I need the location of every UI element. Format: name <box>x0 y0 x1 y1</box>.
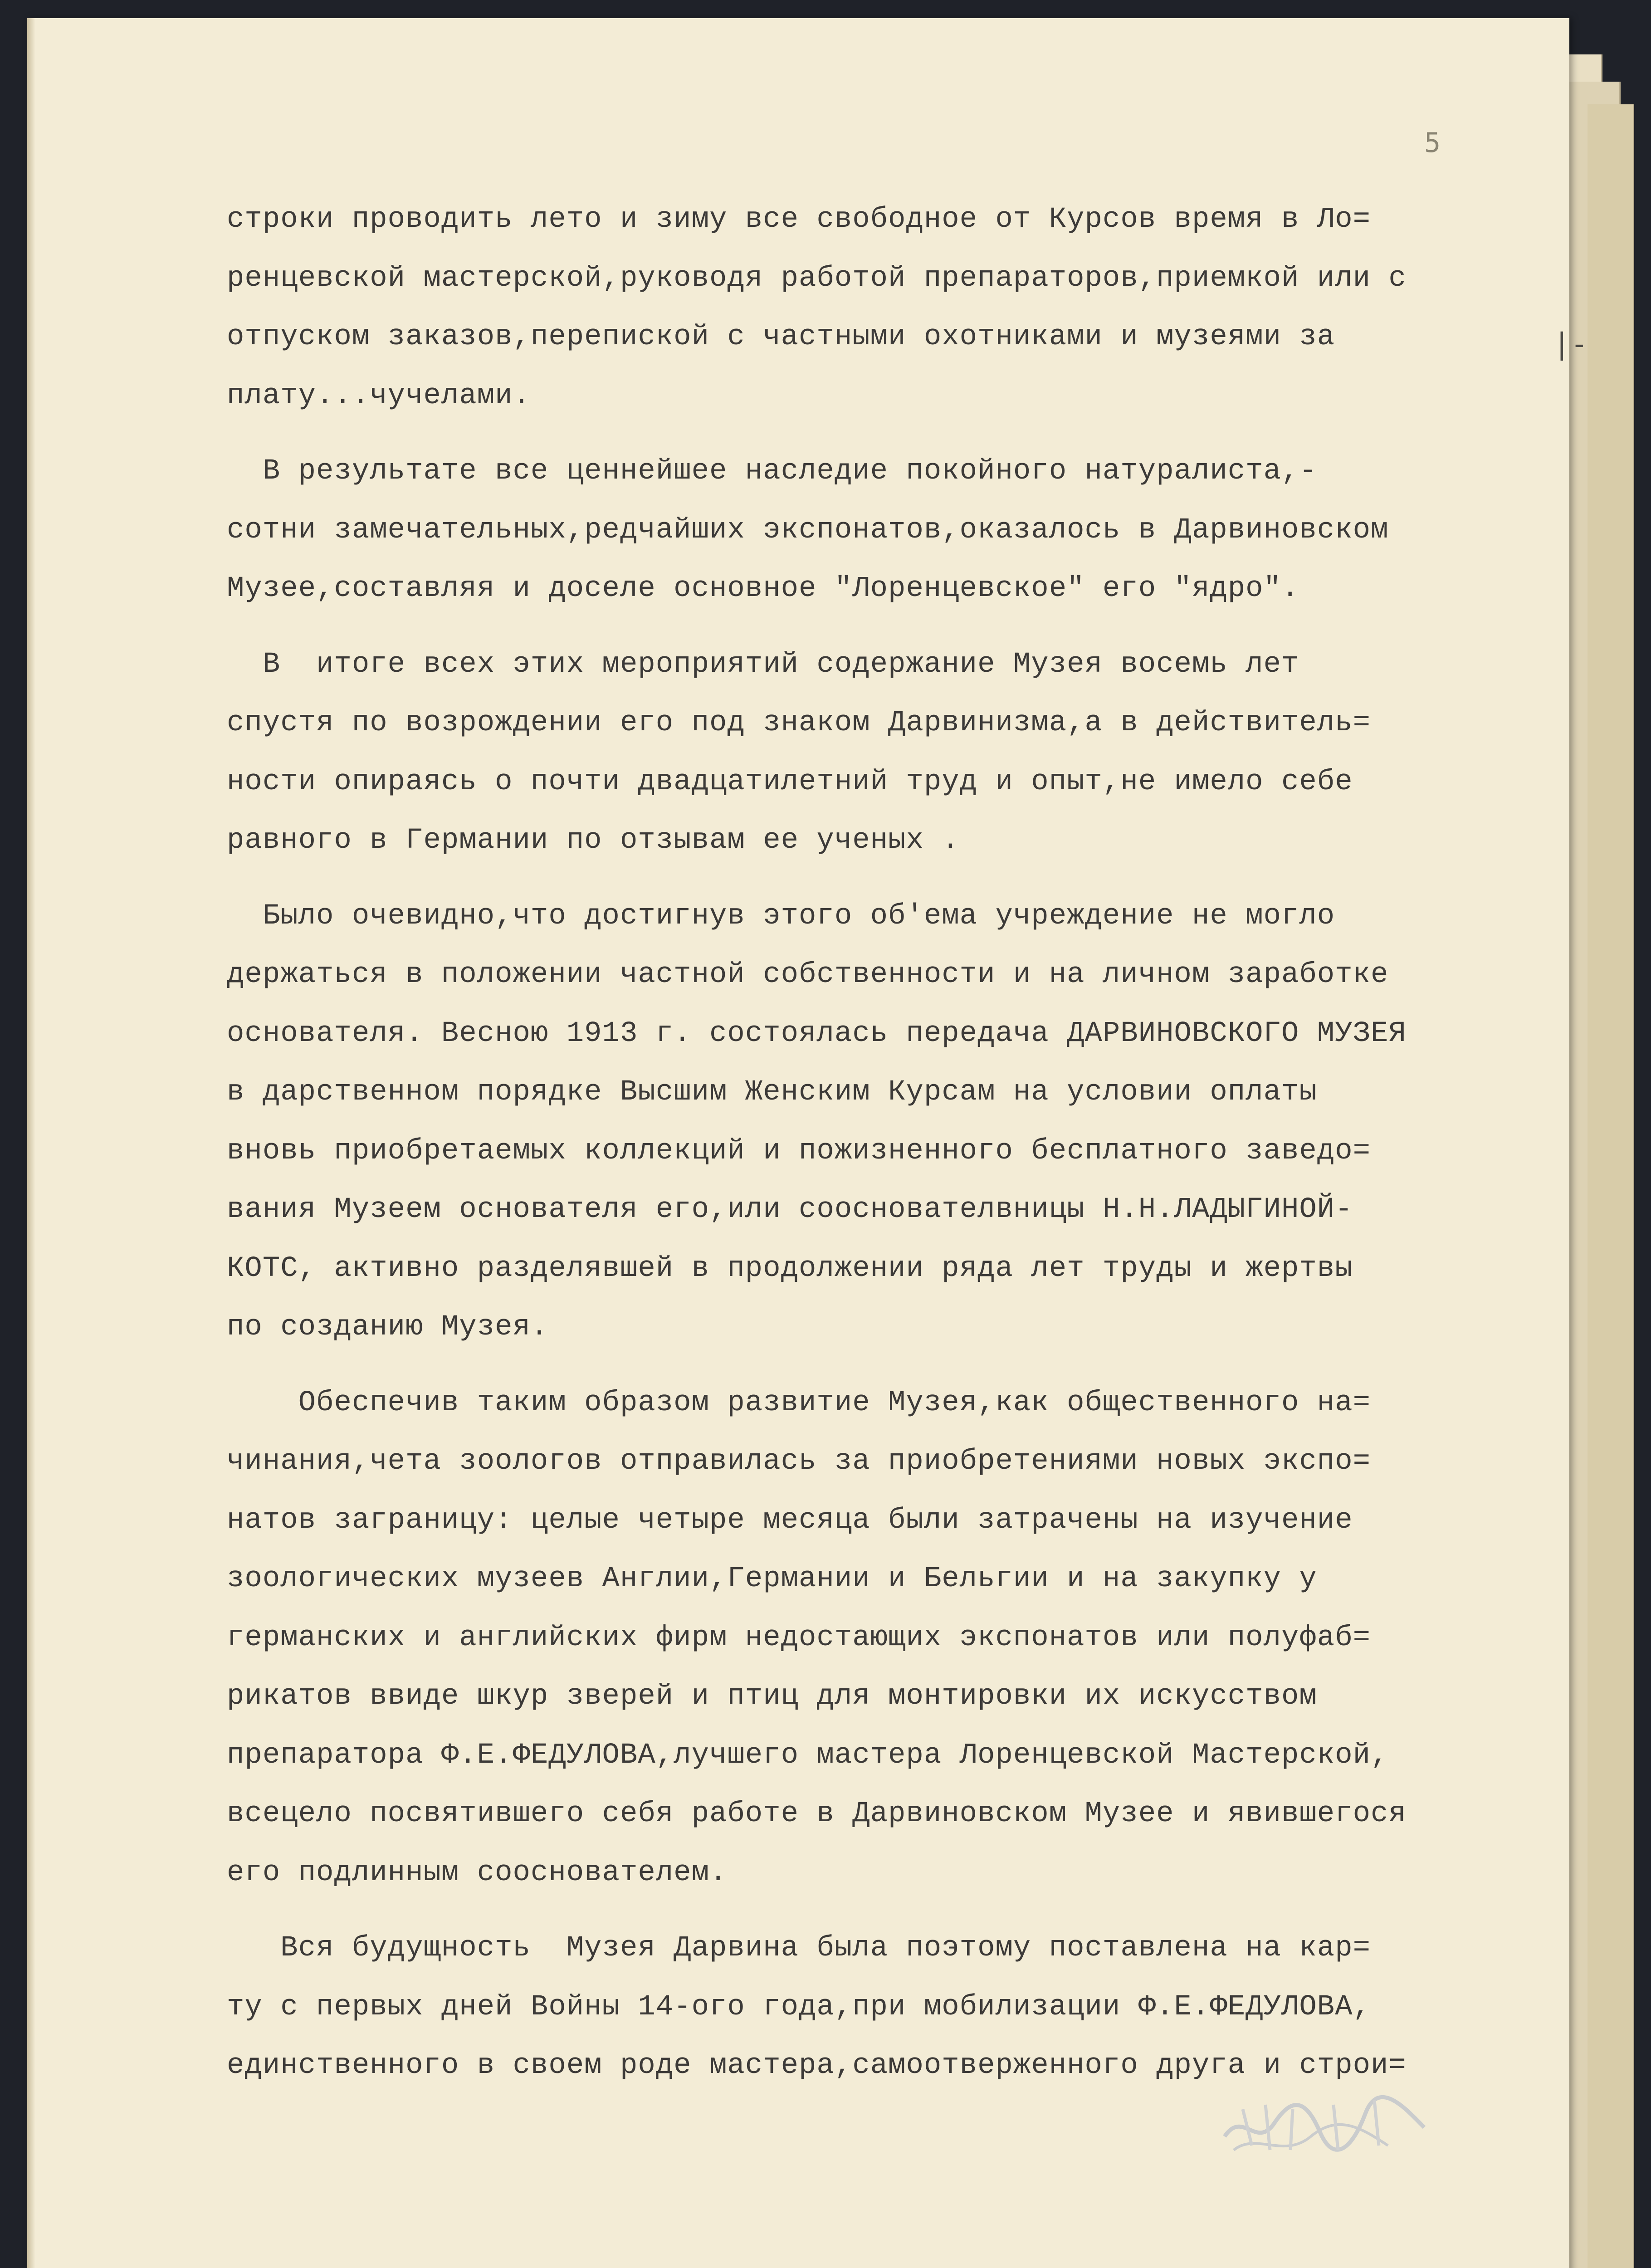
text-line: Обеспечив таким образом развитие Музея,как общественного на= <box>227 1386 1371 1419</box>
text-line: КОТС, активно разделявшей в продолжении ряда лет труды и жертвы <box>227 1252 1353 1285</box>
paragraph-gap <box>227 870 1583 887</box>
text-line: Музее,составляя и доселе основное "Лоренцевское" его "ядро". <box>227 572 1299 605</box>
text-line: держаться в положении частной собственности и на личном заработке <box>227 958 1389 991</box>
body-text <box>227 191 1583 2096</box>
text-line: рикатов ввиде шкур зверей и птиц для монтировки их искусством <box>227 1680 1317 1713</box>
text-line: в дарственном порядке Высшим Женским Курсам на условии оплаты <box>227 1076 1317 1109</box>
paragraph-gap <box>227 1902 1583 1919</box>
text-line: Было очевидно,что достигнув этого об'ема учреждение не могло <box>227 899 1335 933</box>
text-line: В результате все ценнейшее наследие покойного натуралиста,- <box>227 455 1317 488</box>
text-line: ности опираясь о почти двадцатилетний труд и опыт,не имело себе <box>227 765 1353 798</box>
text-line: сотни замечательных,редчайших экспонатов,оказалось в Дарвиновском <box>227 513 1389 547</box>
text-line: плату...чучелами. <box>227 379 531 412</box>
text-line: основателя. Весною 1913 г. состоялась передача ДАРВИНОВСКОГО МУЗЕЯ <box>227 1017 1407 1050</box>
page-number: 5 <box>1424 127 1441 159</box>
text-line: натов заграницу: целые четыре месяца были затрачены на изучение <box>227 1504 1353 1537</box>
text-line: чинания,чета зоологов отправилась за приобретениями новых экспо= <box>227 1445 1371 1478</box>
text-line: строки проводить лето и зиму все свободное от Курсов время в Ло= <box>227 203 1371 236</box>
text-line: Вся будущность Музея Дарвина была поэтому поставлена на кар= <box>227 1932 1371 1965</box>
text-line: единственного в своем роде мастера,самоотверженного друга и строи= <box>227 2049 1407 2082</box>
text-line: ренцевской мастерской,руководя работой препараторов,приемкой или с <box>227 262 1407 295</box>
text-line: по созданию Музея. <box>227 1311 549 1344</box>
paragraph-gap <box>227 1357 1583 1374</box>
text-line: германских и английских фирм недостающих экспонатов или полуфаб= <box>227 1621 1371 1654</box>
text-line: препаратора Ф.Е.ФЕДУЛОВА,лучшего мастера Лоренцевской Мастерской, <box>227 1739 1389 1772</box>
text-line: равного в Германии по отзывам ее ученых . <box>227 824 960 857</box>
page-edge-shadow <box>27 18 35 2268</box>
faint-stamp-mark <box>1216 2082 1433 2164</box>
text-line: всецело посвятившего себя работе в Дарвиновском Музее и явившегося <box>227 1798 1407 1830</box>
text-line: его подлинным сооснователем. <box>227 1856 728 1889</box>
text-line: отпуском заказов,перепиской с частными охотниками и музеями за <box>227 321 1335 353</box>
text-line: зоологических музеев Англии,Германии и Бельгии и на закупку у <box>227 1563 1317 1595</box>
paragraph-gap <box>227 425 1583 442</box>
text-line: В итоге всех этих мероприятий содержание Музея восемь лет <box>227 648 1299 681</box>
underlying-sheet <box>1588 104 1634 2268</box>
text-line: вновь приобретаемых коллекций и пожизненного бесплатного заведо= <box>227 1134 1371 1168</box>
margin-mark: |- <box>1553 327 1588 361</box>
text-line: ту с первых дней Войны 14-ого года,при мобилизации Ф.Е.ФЕДУЛОВА, <box>227 1990 1371 2024</box>
text-line: вания Музеем основателя его,или сооснователвницы Н.Н.ЛАДЫГИНОЙ- <box>227 1193 1353 1226</box>
paragraph-gap <box>227 619 1583 635</box>
text-line: спустя по возрождении его под знаком Дарвинизма,а в действитель= <box>227 707 1371 739</box>
